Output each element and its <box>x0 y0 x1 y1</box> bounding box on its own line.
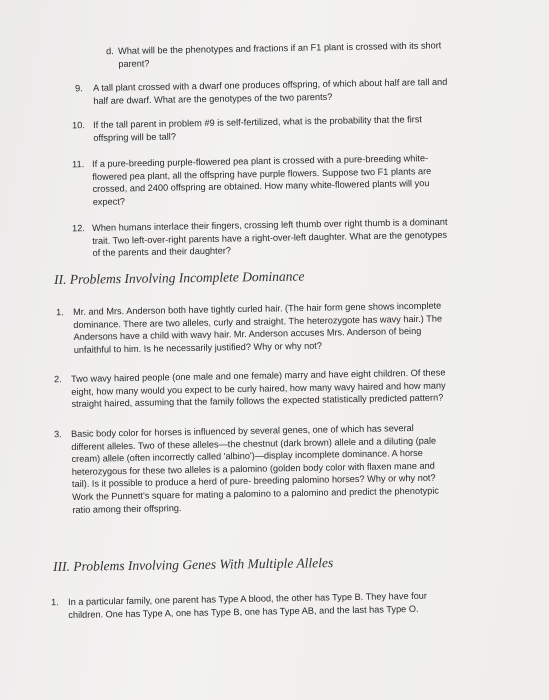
question-9 <box>75 74 533 107</box>
question-text: When humans interlace their fingers, crossing left thumb over right thumb is a dominant trait. Two left-over-right parents have a right-over-left daughter. What are the genotypes of the parents and their daughter? <box>92 216 448 259</box>
question-d <box>106 38 538 71</box>
section2-question-2 <box>54 365 532 411</box>
section2-question-3 <box>54 420 532 516</box>
question-text: If a pure-breeding purple-flowered pea plant is crossed with a pure-breeding white- flowered pea plant, all the offspring have purple flowers. Suppose two F1 plants are crossed, and 2400 offspring are obtained. How many white-flowered plants will you expect? <box>92 153 432 207</box>
question-number: 1. <box>51 597 59 608</box>
question-number: 9. <box>75 83 83 94</box>
question-number: 3. <box>54 429 62 440</box>
question-text: A tall plant crossed with a dwarf one produces offspring, of which about half are tall and half are dwarf. What are the genotypes of the two parents? <box>93 76 448 106</box>
question-10 <box>72 111 533 144</box>
question-text: In a particular family, one parent has Type A blood, the other has Type B. They have four children. One has Type A, one has Type B, one has Type AB, and the last has Type O. <box>68 590 428 620</box>
question-text: Two wavy haired people (one male and one female) marry and have eight children. Of these eight, how many would you expect to be curly haired, how many wavy haired and how many straight haired, assuming that the family follows the expected statistically predicted pattern? <box>71 367 446 410</box>
section-heading-multiple-alleles: III. Problems Involving Genes With Multiple Alleles <box>53 555 334 574</box>
question-text: If the tall parent in problem #9 is self-fertilized, what is the probability that the first offspring will be tall? <box>93 114 423 143</box>
question-text: Basic body color for horses is influenced by several genes, one of which has several different alleles. Two of these alleles—the chestnut (dark brown) allele and a diluting (pale cream) allele (often incorrectly called 'albino')—display incomplete dominance. A horse heterozygous for these two alleles is a palomino (golden body color with flaxen mane and tail). Is it possible to produce a herd of pure- breeding palomino horses? Why or why not? Work the Punnett's square for mating a palomino to a palomino and predict the phenotypic ratio among their offspring. <box>71 423 440 515</box>
question-12 <box>72 214 533 259</box>
question-number: d. <box>106 46 114 57</box>
section3-question-1 <box>51 588 538 621</box>
question-number: 11. <box>72 159 85 170</box>
question-number: 10. <box>72 120 85 131</box>
question-number: 1. <box>56 307 64 318</box>
section2-question-1 <box>56 298 534 356</box>
section-heading-incomplete-dominance: II. Problems Involving Incomplete Dominance <box>54 268 305 287</box>
question-number: 12. <box>72 223 85 234</box>
question-text: Mr. and Mrs. Anderson both have tightly curled hair. (The hair form gene shows incomplete dominance. There are two alleles, curly and straight. The heterozygote has wavy hair.) The Andersons have a child with wavy hair. Mr. Anderson accuses Mrs. Anderson of being unfaithful to him. Is he necessarily justified? Why or why not? <box>73 300 443 355</box>
question-number: 2. <box>54 374 62 385</box>
question-text: What will be the phenotypes and fractions if an F1 plant is crossed with its short parent? <box>118 40 442 69</box>
question-11 <box>72 150 533 208</box>
